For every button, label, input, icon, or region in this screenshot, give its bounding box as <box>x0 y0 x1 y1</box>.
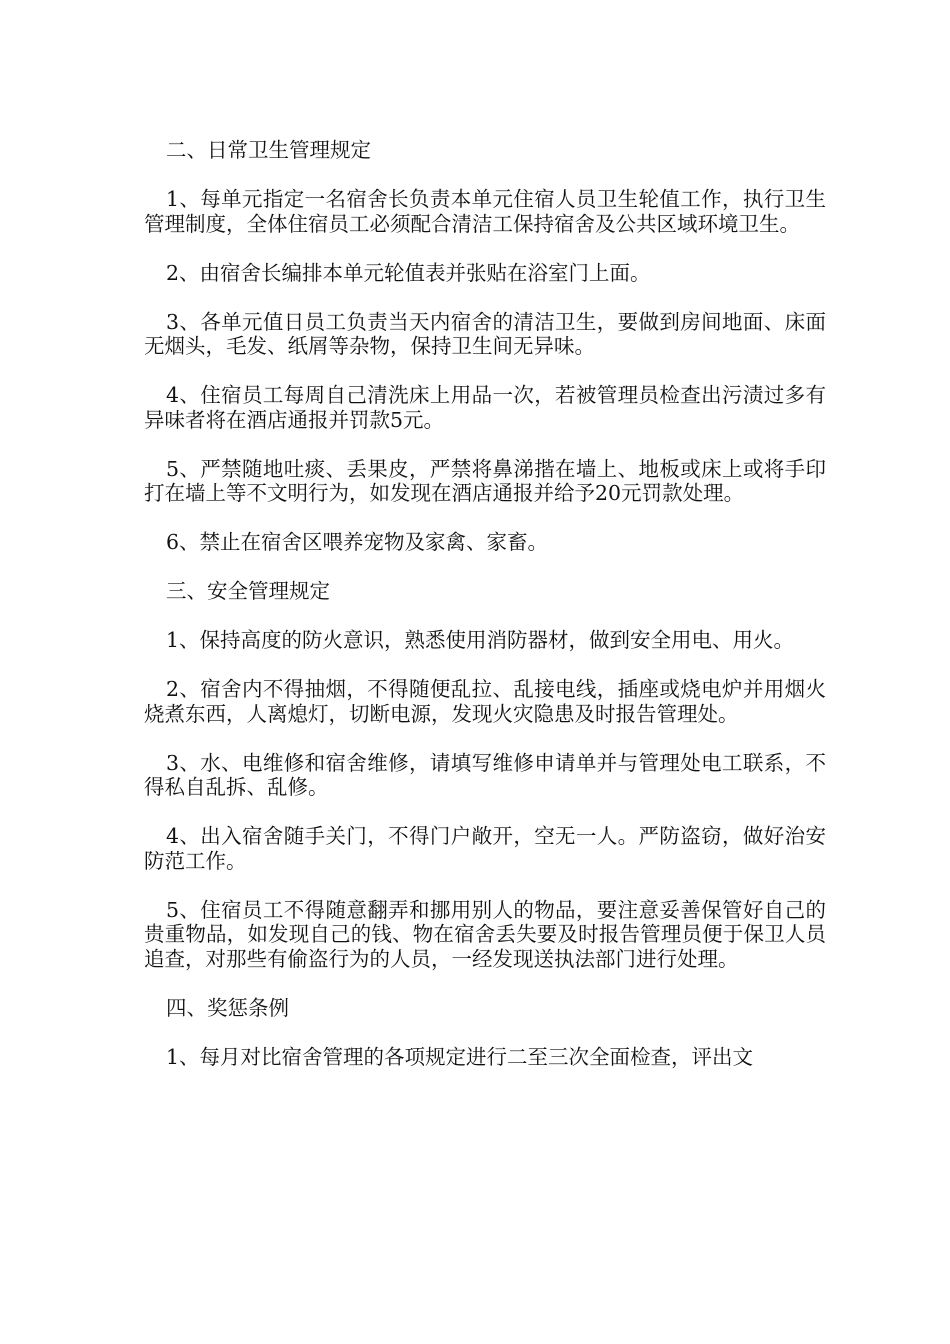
safety-rule-4: 4、出入宿舍随手关门，不得门户敞开，空无一人。严防盗窃，做好治安防范工作。 <box>144 824 826 873</box>
hygiene-rule-2: 2、由宿舍长编排本单元轮值表并张贴在浴室门上面。 <box>166 260 651 285</box>
safety-rule-3: 3、水、电维修和宿舍维修，请填写维修申请单并与管理处电工联系，不得私自乱拆、乱修。 <box>144 750 826 799</box>
safety-rule-1: 1、保持高度的防火意识，熟悉使用消防器材，做到安全用电、用火。 <box>166 628 795 652</box>
rewards-rule-1: 1、每月对比宿舍管理的各项规定进行二至三次全面检查，评出文 <box>166 1044 754 1069</box>
hygiene-rule-6: 6、禁止在宿舍区喂养宠物及家禽、家畜。 <box>166 530 549 554</box>
section-heading-hygiene: 二、日常卫生管理规定 <box>166 138 371 162</box>
safety-rule-2: 2、宿舍内不得抽烟，不得随便乱拉、乱接电线，插座或烧电炉并用烟火烧煮东西，人离熄灯，切断电源，发现火灾隐患及时报告管理处。 <box>144 677 826 726</box>
hygiene-rule-1: 1、每单元指定一名宿舍长负责本单元住宿人员卫生轮值工作，执行卫生管理制度，全体住宿员工必须配合清洁工保持宿舍及公共区域环境卫生。 <box>144 187 826 236</box>
hygiene-rule-4: 4、住宿员工每周自己清洗床上用品一次，若被管理员检查出污渍过多有异味者将在酒店通报并罚款5元。 <box>144 383 826 432</box>
document-page <box>144 138 826 1094</box>
section-heading-rewards: 四、奖惩条例 <box>166 995 289 1020</box>
section-heading-safety: 三、安全管理规定 <box>166 579 330 603</box>
safety-rule-5: 5、住宿员工不得随意翻弄和挪用别人的物品，要注意妥善保管好自己的贵重物品，如发现自己的钱、物在宿舍丢失要及时报告管理员便于保卫人员追查，对那些有偷盗行为的人员，一经发现送执法部门进行处理。 <box>144 897 826 971</box>
hygiene-rule-3: 3、各单元值日员工负责当天内宿舍的清洁卫生，要做到房间地面、床面无烟头，毛发、纸屑等杂物，保持卫生间无异味。 <box>144 309 826 358</box>
hygiene-rule-5: 5、严禁随地吐痰、丢果皮，严禁将鼻涕揩在墙上、地板或床上或将手印打在墙上等不文明行为，如发现在酒店通报并给予20元罚款处理。 <box>144 456 826 505</box>
